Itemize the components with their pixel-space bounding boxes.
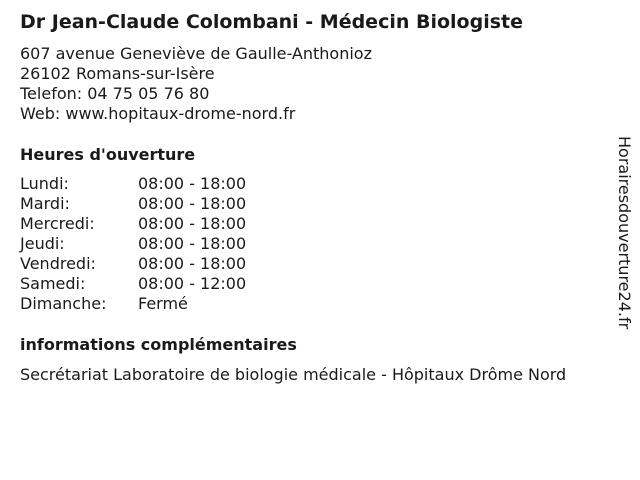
city-address: 26102 Romans-sur-Isère: [20, 64, 215, 83]
watermark-text: Horairesdouverture24.fr: [615, 136, 634, 330]
day-label: Samedi:: [20, 274, 86, 293]
street-address: 607 avenue Geneviève de Gaulle-Anthonioz: [20, 44, 372, 63]
opening-hours-table: [20, 174, 246, 314]
address-block: [20, 44, 372, 124]
time-value: Fermé: [138, 294, 188, 313]
hours-row-friday: [20, 254, 246, 274]
time-value: 08:00 - 18:00: [138, 254, 247, 273]
day-label: Mercredi:: [20, 214, 95, 233]
hours-row-tuesday: [20, 194, 246, 214]
day-label: Dimanche:: [20, 294, 107, 313]
additional-info-heading: informations complémentaires: [20, 335, 297, 354]
additional-info-text: Secrétariat Laboratoire de biologie médicale - Hôpitaux Drôme Nord: [20, 365, 567, 384]
hours-row-monday: [20, 174, 246, 194]
hours-row-saturday: [20, 274, 246, 294]
website-link[interactable]: Web: www.hopitaux-drome-nord.fr: [20, 104, 296, 123]
time-value: 08:00 - 18:00: [138, 234, 247, 253]
time-value: 08:00 - 18:00: [138, 174, 247, 193]
day-label: Lundi:: [20, 174, 69, 193]
day-label: Vendredi:: [20, 254, 96, 273]
time-value: 08:00 - 12:00: [138, 274, 247, 293]
opening-hours-heading: Heures d'ouverture: [20, 145, 196, 164]
phone-number: Telefon: 04 75 05 76 80: [20, 84, 210, 103]
hours-row-sunday: [20, 294, 246, 314]
day-label: Mardi:: [20, 194, 70, 213]
time-value: 08:00 - 18:00: [138, 194, 247, 213]
day-label: Jeudi:: [20, 234, 65, 253]
hours-row-thursday: [20, 234, 246, 254]
watermark: [612, 136, 636, 346]
time-value: 08:00 - 18:00: [138, 214, 247, 233]
hours-row-wednesday: [20, 214, 246, 234]
page-title: Dr Jean-Claude Colombani - Médecin Biologiste: [20, 11, 523, 33]
